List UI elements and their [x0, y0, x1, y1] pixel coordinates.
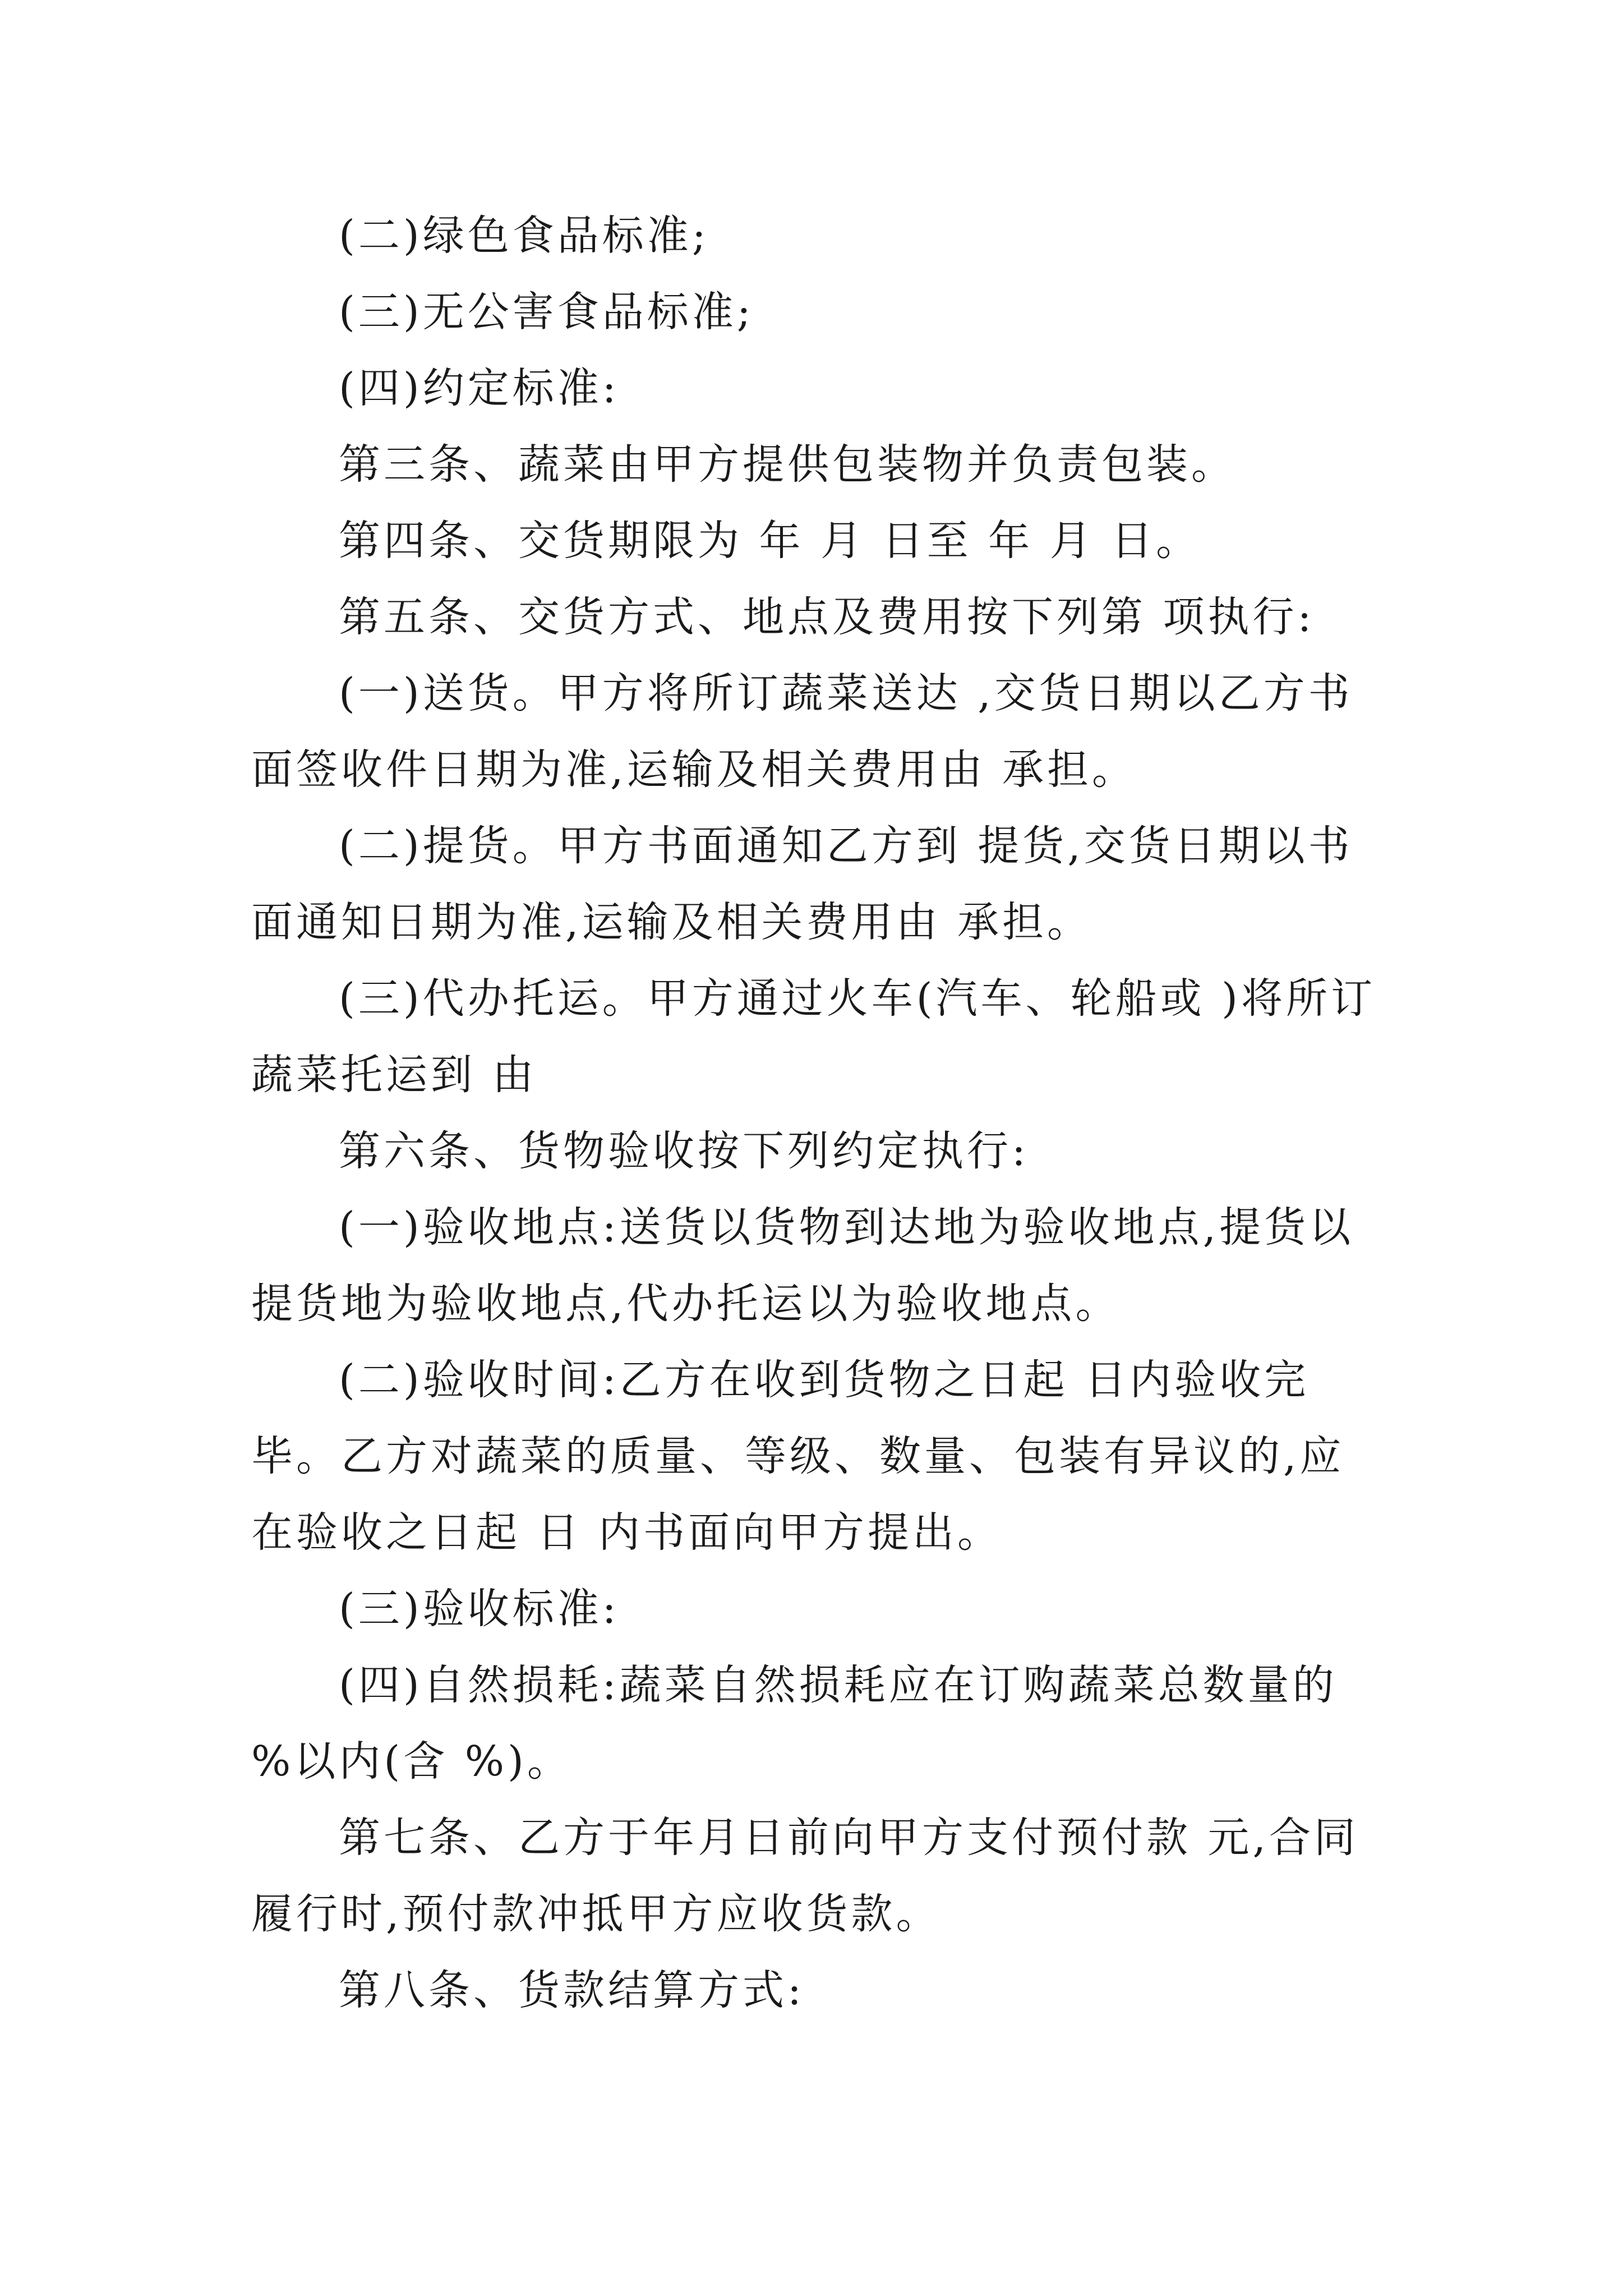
paragraph-inspection-time: (二)验收时间:乙方在收到货物之日起 日内验收完毕。乙方对蔬菜的质量、等级、数量、包装有异议的,应在验收之日起 日 内书面向甲方提出。 [251, 1356, 1345, 1557]
paragraph-article-6: 第六条、货物验收按下列约定执行: [339, 1127, 1029, 1175]
paragraph-inspection-standard: (三)验收标准: [339, 1585, 620, 1633]
paragraph-article-8: 第八条、货款结算方式: [339, 1966, 805, 2014]
paragraph-inspection-location: (一)验收地点:送货以货物到达地为验收地点,提货以提货地为验收地点,代办托运以为验收地点。 [251, 1203, 1354, 1328]
paragraph-pickup: (二)提货。甲方书面通知乙方到 提货,交货日期以书面通知日期为准,运输及相关费用由 承担。 [251, 822, 1353, 946]
paragraph-article-5: 第五条、交货方式、地点及费用按下列第 项执行: [339, 593, 1315, 641]
paragraph-standard-pollution-free: (三)无公害食品标准; [339, 288, 754, 336]
paragraph-standard-agreed: (四)约定标准: [339, 364, 620, 412]
paragraph-standard-green-food: (二)绿色食品标准; [339, 211, 709, 260]
paragraph-article-3: 第三条、蔬菜由甲方提供包装物并负责包装。 [339, 440, 1236, 489]
paragraph-consignment: (三)代办托运。甲方通过火车(汽车、轮船或 )将所订蔬菜托运到 由 [251, 974, 1376, 1099]
paragraph-article-7: 第七条、乙方于年月日前向甲方支付预付款 元,合同履行时,预付款冲抵甲方应收货款。 [251, 1814, 1359, 1938]
paragraph-delivery: (一)送货。甲方将所订蔬菜送达 ,交货日期以乙方书面签收件日期为准,运输及相关费用由 承担。 [251, 669, 1353, 794]
document-body [251, 197, 1378, 2028]
paragraph-article-4: 第四条、交货期限为 年 月 日至 年 月 日。 [339, 517, 1201, 565]
paragraph-natural-loss: (四)自然损耗:蔬菜自然损耗应在订购蔬菜总数量的 %以内(含 %)。 [251, 1661, 1338, 1786]
